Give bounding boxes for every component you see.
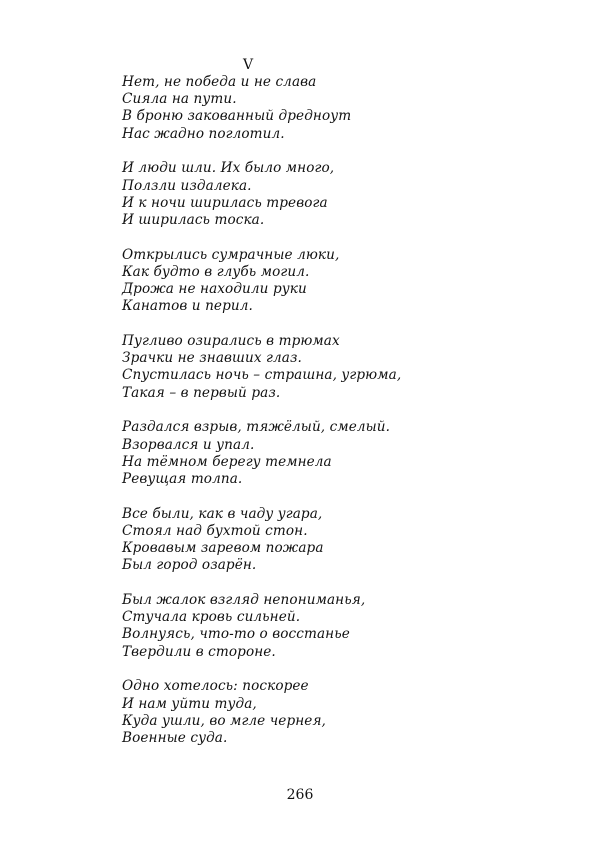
poem-line: Канатов и перил. (122, 298, 253, 315)
poem-line: Раздался взрыв, тяжёлый, смелый. (122, 419, 391, 436)
poem-line: И к ночи ширилась тревога (122, 194, 328, 211)
poem-line: На тёмном берегу темнела (122, 453, 332, 470)
poem-line: Кровавым заревом пожара (122, 540, 324, 557)
poem-line: Был город озарён. (122, 557, 257, 574)
poem-line: Военные суда. (122, 729, 228, 746)
poem-line: И нам уйти туда, (122, 695, 257, 712)
poem-line: Пугливо озирались в трюмах (122, 333, 340, 350)
poem-line: Волнуясь, что-то о восстанье (122, 626, 350, 643)
poem-line: Взорвался и упал. (122, 436, 255, 453)
poem-line: И ширилась тоска. (122, 211, 265, 228)
page-number: 266 (286, 787, 314, 803)
poem-line: Стучала кровь сильней. (122, 609, 301, 626)
stanza (122, 419, 522, 488)
poem-line: Спустилась ночь – страшна, угрюма, (122, 367, 402, 384)
poem-line: Сияла на пути. (122, 91, 237, 108)
poem-line: Твердили в стороне. (122, 643, 276, 660)
poem-line: Одно хотелось: поскорее (122, 678, 309, 695)
poem-line: Дрожа не находили руки (122, 281, 307, 298)
poem-line: Зрачки не знавших глаз. (122, 350, 302, 367)
poem-line: Куда ушли, во мгле чернея, (122, 712, 326, 729)
poem-line: Ревущая толпа. (122, 470, 243, 487)
stanza (122, 678, 522, 747)
stanza (122, 160, 522, 229)
poem-line: Был жалок взгляд непониманья, (122, 592, 366, 609)
poem-line: Все были, как в чаду угара, (122, 505, 323, 522)
poem-line: Нет, не победа и не слава (122, 74, 317, 90)
stanza (122, 506, 522, 575)
section-numeral: V (242, 57, 254, 73)
stanza (122, 333, 522, 402)
poem-line: Нас жадно поглотил. (122, 125, 285, 142)
poem-line: Открылись сумрачные люки, (122, 246, 340, 263)
stanza (122, 247, 522, 316)
stanza (122, 592, 522, 661)
poem-line: Стоял над бухтой стон. (122, 522, 308, 539)
poem-line: В броню закованный дредноут (122, 108, 352, 125)
poem (122, 74, 522, 765)
poem-line: Ползли издалека. (122, 177, 252, 194)
stanza (122, 74, 522, 143)
poem-line: И люди шли. Их было много, (122, 160, 335, 177)
poem-line: Такая – в первый раз. (122, 384, 281, 401)
poem-line: Как будто в глубь могил. (122, 263, 310, 280)
